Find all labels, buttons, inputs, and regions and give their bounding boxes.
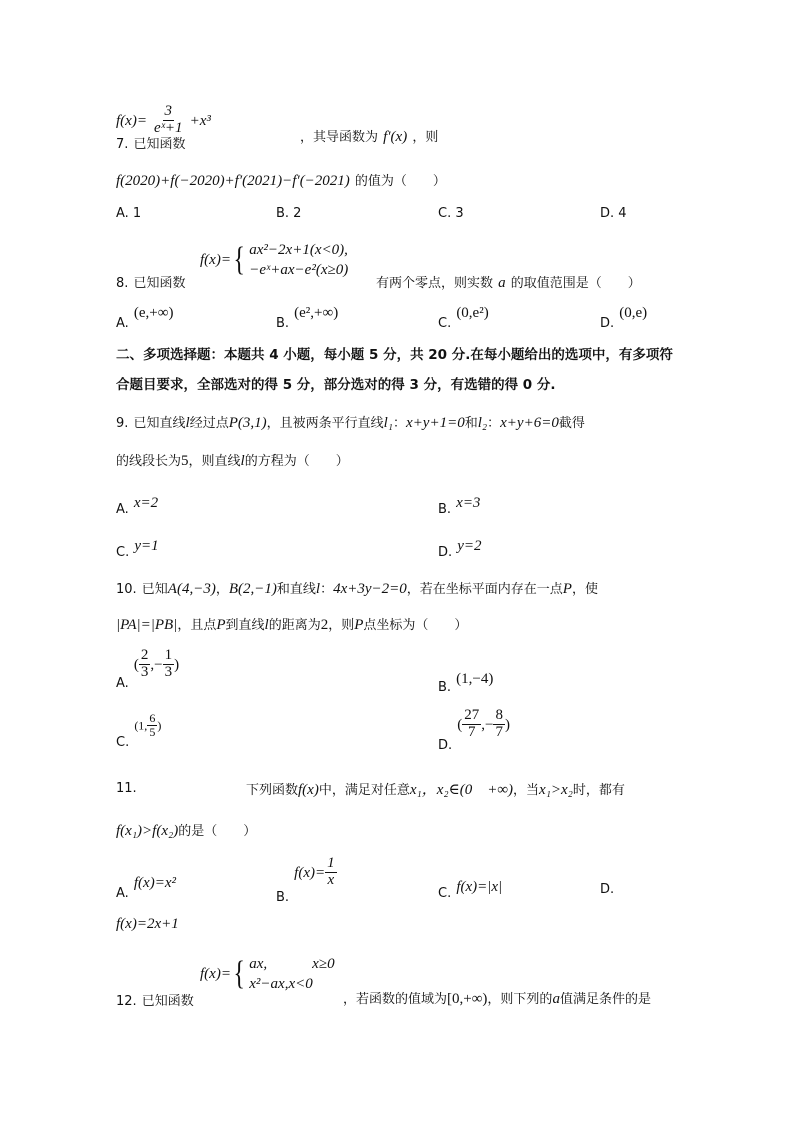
q8-option-d-letter: D.	[600, 316, 615, 331]
q9-line-l1: l₁	[383, 415, 394, 431]
q7-then: ，则	[412, 130, 439, 145]
q9-text-9: 的方程为（ ）	[244, 454, 349, 469]
q8-option-c[interactable]	[438, 302, 489, 331]
q8-stem-lead	[116, 272, 186, 291]
q10-option-b-math: (1,−4)	[456, 671, 494, 687]
q10-d-d2: 7	[495, 723, 503, 740]
q12-range: [0,+∞)	[447, 991, 488, 1007]
q7-stem-line1	[116, 133, 186, 152]
q9-length: 5	[181, 453, 189, 469]
q10-c-n: 6	[149, 711, 156, 725]
q11-option-c-letter: C.	[438, 886, 452, 901]
q11-condition: f(x₁)>f(x₂)	[116, 823, 179, 839]
q7-lead: 已知函数	[133, 137, 186, 152]
q10-option-c-close: )	[157, 718, 162, 733]
q7-option-c[interactable]: C. 3	[438, 206, 464, 221]
q10-text-3: ：	[320, 582, 334, 597]
q11-option-c-math: f(x)=|x|	[456, 879, 503, 895]
q10-option-b-letter: B.	[438, 680, 452, 695]
q12-text-2: ，则下列的	[487, 992, 553, 1007]
q10-d-d1: 7	[468, 723, 476, 740]
q11-option-a-math: f(x)=x²	[133, 875, 176, 891]
q8-option-d-math: (0,e)	[619, 305, 648, 321]
q8-option-c-letter: C.	[438, 316, 452, 331]
q8-tail-pre: 有两个零点，则实数	[376, 276, 494, 291]
q7-mid-text: ，其导函数为	[300, 130, 379, 145]
q11-option-b[interactable]	[276, 855, 337, 905]
q12-stem-lead	[116, 990, 194, 1009]
q10-option-d-letter: D.	[438, 737, 453, 753]
q11-number: 11.	[116, 781, 137, 796]
q9-stem-line2	[116, 450, 349, 470]
q11-option-b-pre: f(x)=	[294, 864, 326, 881]
q12-var-a: a	[552, 991, 560, 1007]
q11-option-b-frac	[325, 856, 337, 889]
q11-vars: x₁，x₂∈(0 +∞)	[409, 782, 514, 798]
q10-option-a-frac1	[139, 648, 151, 681]
q10-d-n1: 27	[464, 707, 480, 723]
q7-fraction	[152, 104, 185, 137]
q9-option-b-letter: B.	[438, 502, 452, 517]
q8-option-b[interactable]	[276, 302, 339, 331]
q10-option-a[interactable]	[116, 647, 180, 691]
q10-option-d-frac2	[493, 708, 505, 741]
q9-text-6: 截得	[558, 416, 585, 431]
q7-option-b[interactable]: B. 2	[276, 206, 302, 221]
q11-option-d-math[interactable]: f(x)=2x+1	[116, 916, 179, 932]
q7-option-d[interactable]: D. 4	[600, 206, 627, 221]
q9-line-l2: l₂	[477, 415, 488, 431]
q9-text-1: 已知直线	[133, 416, 186, 431]
q8-tail-post: 的取值范围是（ ）	[510, 276, 641, 291]
section2-heading-line1: 二、多项选择题：本题共 4 小题，每小题 5 分，共 20 分.在每小题给出的选项中，有多项符	[116, 347, 673, 363]
q10-a-n2: 1	[164, 647, 173, 663]
q11-text-1: 下列函数	[246, 783, 299, 798]
q10-option-a-open: (	[133, 656, 139, 673]
q10-stem-line2	[116, 614, 467, 634]
q10-point-p-2: P	[216, 617, 226, 633]
q10-text-10: 点坐标为（ ）	[363, 618, 468, 633]
q7-number: 7.	[116, 137, 129, 152]
q8-stem-tail	[376, 272, 641, 292]
q10-point-b: B(2,−1)	[228, 581, 277, 597]
q9-line-l: l	[185, 415, 190, 431]
q10-line-l: l	[315, 581, 321, 597]
q9-option-b-math: x=3	[456, 495, 481, 511]
q10-option-c-frac	[147, 712, 157, 738]
q11-text-4: 时，都有	[572, 783, 625, 798]
q11-b-d: x	[327, 871, 335, 888]
q7-expression-tail: 的值为（ ）	[354, 174, 446, 189]
q10-option-d[interactable]	[438, 707, 510, 753]
q9-equation-2: x+y+6=0	[500, 415, 559, 431]
q8-option-c-math: (0,e²)	[456, 305, 489, 321]
q10-text-5: ，使	[571, 582, 598, 597]
q12-piecewise-function	[200, 954, 335, 995]
q9-option-a-letter: A.	[116, 502, 129, 517]
q7-fprime: f′(x)	[383, 129, 408, 145]
q9-text-4: ：	[393, 416, 407, 431]
q9-option-a-math: x=2	[133, 495, 159, 511]
q11-option-c[interactable]	[438, 876, 503, 901]
q10-text-4: ，若在坐标平面内存在一点	[406, 582, 563, 597]
q8-piecewise-function	[200, 240, 348, 281]
q11-option-a-letter: A.	[116, 886, 129, 901]
q9-text-5: ：	[487, 416, 501, 431]
q8-option-b-math: (e²,+∞)	[294, 305, 339, 321]
q10-text-9: ，则	[328, 618, 355, 633]
q10-option-b[interactable]	[438, 668, 494, 695]
q8-option-a-letter: A.	[116, 316, 129, 331]
q11-inequality: x₁>x₂	[539, 782, 573, 798]
q9-number: 9.	[116, 416, 129, 431]
q9-option-c[interactable]	[116, 535, 159, 560]
q11-option-d[interactable]: D.	[600, 882, 615, 897]
q8-lead: 已知函数	[133, 276, 186, 291]
q7-option-a[interactable]: A. 1	[116, 206, 142, 221]
q9-text-8: ，则直线	[188, 454, 241, 469]
q8-number: 8.	[116, 276, 129, 291]
q8-fx: f(x)=	[200, 251, 231, 268]
q10-stem-line1	[116, 578, 598, 598]
q10-text-1: 已知	[141, 582, 168, 597]
q12-text-1: ，若函数的值域为	[343, 992, 448, 1007]
q7-fx: f(x)=	[116, 112, 147, 129]
q10-c-d: 5	[149, 724, 156, 739]
q10-point-p: P	[562, 581, 572, 597]
q11-fx: f(x)	[298, 782, 319, 798]
q10-line-l-2: l	[264, 617, 269, 633]
q8-brace: {	[233, 241, 245, 279]
q10-number: 10.	[116, 582, 137, 597]
q7-expression: f(2020)+f(−2020)+f′(2021)−f′(−2021)	[116, 173, 350, 189]
q10-text-2: 和直线	[276, 582, 316, 597]
q12-case-2: x²−ax,x<0	[249, 976, 313, 993]
q11-text-5: 的是（ ）	[178, 824, 257, 839]
q10-condition: |PA|=|PB|	[116, 617, 178, 633]
q11-text-2: 中，满足对任意	[318, 783, 410, 798]
q10-a-d2: 3	[164, 663, 173, 680]
q10-option-d-open: (	[457, 716, 463, 733]
q12-text-3: 值满足条件的是	[559, 992, 651, 1007]
q10-text-8: 的距离为	[268, 618, 321, 633]
q9-option-c-math: y=1	[134, 538, 159, 554]
q12-lead: 已知函数	[141, 994, 194, 1009]
q9-point-p: P(3,1)	[228, 415, 267, 431]
q8-option-a-math: (e,+∞)	[133, 305, 174, 321]
q10-text-7: 到直线	[225, 618, 265, 633]
q8-option-b-letter: B.	[276, 316, 290, 331]
q10-equation: 4x+3y−2=0	[333, 581, 407, 597]
q9-stem-line1	[116, 412, 585, 432]
q9-line-l-b: l	[240, 453, 245, 469]
q10-option-c[interactable]	[116, 711, 162, 750]
q7-function-formula	[116, 104, 211, 137]
q11-option-a[interactable]	[116, 872, 176, 901]
q11-option-b-letter: B.	[276, 889, 290, 905]
q10-d-n2: 8	[495, 707, 503, 723]
q9-and: 和	[464, 416, 478, 431]
q11-stem-line2	[116, 820, 256, 840]
q8-option-a[interactable]	[116, 302, 174, 331]
q8-var-a: a	[498, 275, 506, 291]
q9-equation-1: x+y+1=0	[406, 415, 465, 431]
q12-number: 12.	[116, 994, 137, 1009]
q10-option-c-open: (1,	[134, 718, 148, 733]
q10-point-a: A(4,−3)	[167, 581, 216, 597]
q12-fx: f(x)=	[200, 965, 231, 982]
q10-option-a-frac2	[163, 648, 175, 681]
q9-text-3: ，且被两条平行直线	[266, 416, 384, 431]
q11-text-3: ，当	[513, 783, 540, 798]
q8-case-2: −eˣ+ax−e²(x≥0)	[249, 262, 349, 279]
q12-stem-tail	[343, 988, 651, 1008]
q10-text-6: ，且点	[177, 618, 217, 633]
q7-frac-denominator: eˣ+1	[154, 119, 183, 136]
q9-option-d-letter: D.	[438, 545, 453, 560]
q7-expression-line	[116, 170, 446, 190]
q8-option-d[interactable]	[600, 302, 648, 331]
q11-stem-line1	[246, 778, 625, 799]
q11-b-n: 1	[327, 855, 335, 871]
q12-case-1: ax, x≥0	[249, 956, 335, 972]
q10-distance: 2	[320, 617, 329, 633]
q12-brace: {	[233, 955, 245, 993]
q10-option-d-close: )	[504, 716, 510, 733]
q10-point-p-3: P	[354, 617, 364, 633]
q9-option-c-letter: C.	[116, 545, 130, 560]
section2-heading-line2: 合题目要求，全部选对的得 5 分，部分选对的得 3 分，有选错的得 0 分.	[116, 377, 556, 393]
q9-option-d[interactable]	[438, 535, 482, 560]
q7-derivative-text	[300, 126, 438, 146]
q7-tail: +x³	[189, 112, 211, 129]
q9-option-d-math: y=2	[457, 538, 482, 554]
q10-option-d-frac1	[462, 708, 481, 741]
q10-option-a-letter: A.	[116, 675, 129, 691]
q8-case-1: ax²−2x+1(x<0),	[249, 242, 348, 258]
q10-a-d1: 3	[140, 663, 149, 680]
q10-option-c-letter: C.	[116, 734, 130, 750]
q7-frac-numerator: 3	[164, 103, 173, 119]
q10-option-d-mid: ,−	[481, 716, 494, 733]
q10-a-n1: 2	[140, 647, 149, 663]
q9-option-b[interactable]	[438, 492, 481, 517]
q10-option-a-close: )	[174, 656, 180, 673]
q10-option-a-mid: ,−	[150, 656, 163, 673]
q10-sep: ，	[215, 582, 229, 597]
q9-text-2: 经过点	[189, 416, 229, 431]
q9-text-7: 的线段长为	[116, 454, 182, 469]
q9-option-a[interactable]	[116, 492, 159, 517]
